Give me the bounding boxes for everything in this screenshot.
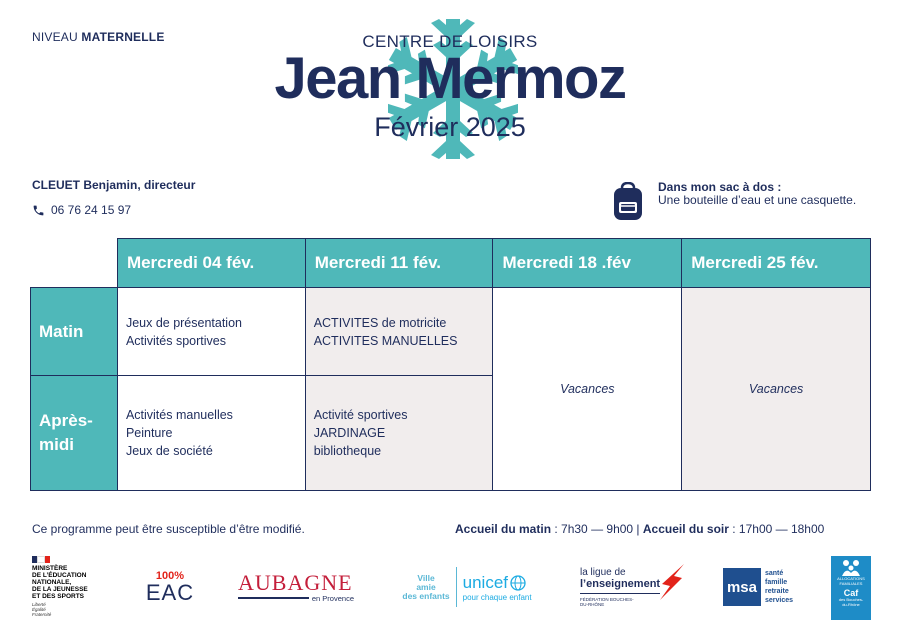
director-name: CLEUET Benjamin, directeur [32,178,196,192]
ligue-sub: FÉDÉRATION BOUCHES-DU-RHÔNE [580,597,634,607]
eac-bottom: EAC [145,579,195,605]
accueil-matin-time: : 7h30 — 9h00 | [551,522,643,536]
table-cell [305,376,493,491]
ligue-line2: l’enseignement [580,578,661,590]
row-label-line: midi [39,435,74,454]
column-header: Mercredi 25 fév. [682,239,871,288]
backpack-icon [610,182,646,222]
table-cell [117,376,305,491]
table-row [31,288,871,376]
row-label-line: Après- [39,411,93,430]
table-header-row [31,239,871,288]
activity-item: Jeux de présentation [125,315,242,330]
unicef-logo [396,556,538,618]
page-title: Jean Mermoz [274,46,626,111]
ministere-logo: MINISTÈRE DE L’ÉDUCATION NATIONALE, DE LA JEUNESSE ET DES SPORTS Liberté Égalité Fraternité [32,556,112,618]
aubagne-sub: en Provence [311,593,354,603]
table-cell [117,288,305,376]
caf-name: Caf [843,588,859,598]
accueil-soir-time: : 17h00 — 18h00 [728,522,825,536]
caf-logo: ALLOCATIONS FAMILIALES Caf des Bouches- du-Rhône [831,556,871,620]
eac-top: 100% [155,569,185,582]
row-label-matin: Matin [31,288,118,376]
activity-item: Peinture [125,426,173,440]
aubagne-logo [238,556,356,618]
ville-amie-label: Ville amie des enfants [402,572,450,601]
activity-item: bibliotheque [313,444,382,458]
family-icon [840,559,862,577]
row-label-apres-midi [31,376,118,491]
level-label: NIVEAU MATERNELLE [32,30,165,44]
table-cell [305,288,493,376]
opening-hours [455,522,824,536]
accueil-matin-label: Accueil du matin [455,522,552,536]
column-header: Mercredi 04 fév. [117,239,305,288]
unicef-sub: pour chaque enfant [462,592,532,602]
backpack-title: Dans mon sac à dos : [658,180,782,194]
backpack-note [658,181,856,207]
msa-tagline: santé famille retraite services [764,570,794,604]
backpack-text: Une bouteille d’eau et une casquette. [658,193,857,207]
phone-icon [32,204,45,217]
msa-mark: msa [723,568,761,606]
activity-item: JARDINAGE [313,426,386,440]
activity-item: ACTIVITES MANUELLES [313,333,458,348]
activity-item: Activité sportives [313,408,408,422]
ligue-line1: la ligue de [580,567,626,578]
vacances-cell: Vacances [493,288,682,491]
eac-logo [145,556,195,618]
schedule-table [30,238,871,491]
aubagne-name: AUBAGNE [238,569,353,595]
activity-item: ACTIVITES de motricite [313,315,447,330]
centre-label: CENTRE DE LOISIRS [362,32,538,51]
activity-item: Activités manuelles [125,408,233,422]
globe-icon [510,575,526,591]
msa-logo [716,556,800,618]
column-header: Mercredi 18 .fév [493,239,682,288]
accueil-soir-label: Accueil du soir [642,522,729,536]
phone-number: 06 76 24 15 97 [51,203,132,217]
disclaimer-note: Ce programme peut être susceptible d’être modifié. [32,522,305,536]
ligue-logo [580,556,686,618]
month-label: Février 2025 [374,112,526,142]
activity-item: Activités sportives [125,333,226,348]
table-corner [31,239,118,288]
phone-contact [32,203,131,217]
activity-item: Jeux de société [125,444,213,458]
vacances-cell: Vacances [682,288,871,491]
unicef-name: unicef [462,572,509,592]
column-header: Mercredi 11 fév. [305,239,493,288]
flag-icon [32,556,50,563]
arrow-icon [656,562,686,602]
